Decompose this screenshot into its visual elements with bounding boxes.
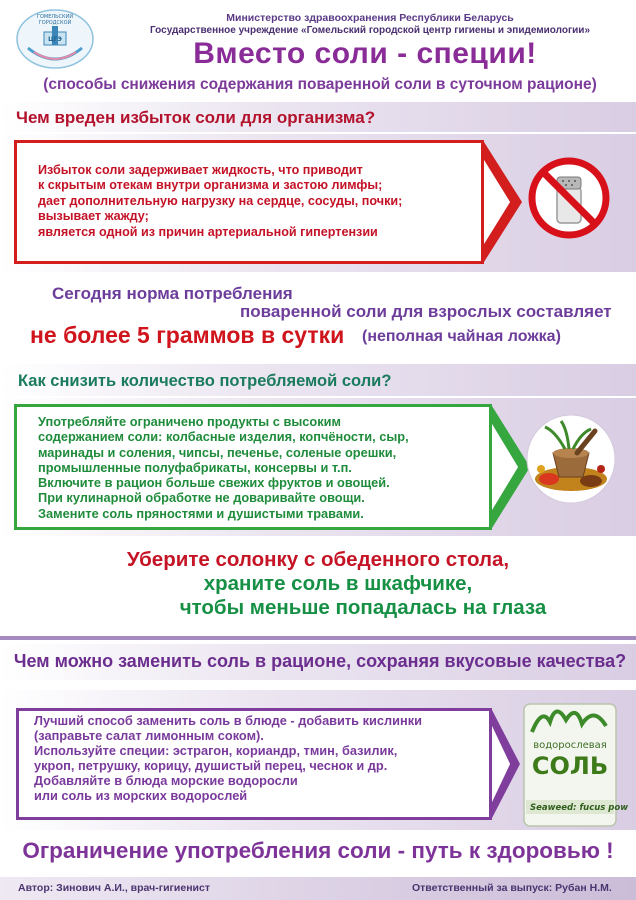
section3-arrow-icon: [492, 708, 522, 820]
section1-text: [38, 163, 478, 240]
institution-name: Государственное учреждение «Гомельский городской центр гигиены и эпидемиологии»: [150, 25, 590, 36]
divider: [0, 636, 636, 640]
section3-line: или соль из морских водорослей: [34, 788, 248, 804]
section2-line: Употребляйте ограничено продукты с высоким: [38, 414, 341, 429]
section1-line: является одной из причин артериальной гипертензии: [38, 224, 378, 239]
section2-line: промышленные полуфабрикаты, консервы и т.п.: [38, 459, 352, 475]
logo-text-3: ЦГЭ: [48, 36, 62, 43]
section3-line: Лучший способ заменить соль в блюде - добавить кислинки: [34, 713, 422, 728]
section1-arrow-icon: [484, 140, 524, 264]
section2-title: Как снизить количество потребляемой соли?: [18, 372, 392, 390]
packet-brand-small: водорослевая: [533, 740, 607, 751]
advice-line-3: чтобы меньше попадалась на глаза: [179, 596, 547, 619]
section2-text: [38, 414, 488, 521]
section1-line: дает дополнительную нагрузку на сердце, сосуды, почки;: [38, 193, 403, 208]
packet-caption: Seaweed: fucus pow: [530, 803, 629, 813]
spices-mortar-icon: [525, 413, 617, 505]
advice-line-1: Уберите солонку с обеденного стола,: [126, 548, 510, 571]
poster-title: Вместо соли - специи!: [193, 37, 537, 70]
section2-line: Включите в рацион больше свежих фруктов и овощей.: [38, 475, 390, 491]
section3-line: (заправьте салат лимонным соком).: [34, 728, 264, 744]
section3-title: Чем можно заменить соль в рационе, сохраняя вкусовые качества?: [13, 651, 627, 671]
section1-line: к скрытым отекам внутри организма и застою лимфы;: [38, 178, 383, 193]
advice-line-2: храните соль в шкафчике,: [203, 572, 473, 595]
packet-brand-big: СОЛЬ: [531, 752, 609, 780]
section3-line: укроп, петрушку, корицу, душистый перец, чеснок и др.: [34, 758, 388, 774]
norm-line-2: поваренной соли для взрослых составляет: [240, 302, 612, 321]
section2-line: Замените соль пряностями и душистыми травами.: [38, 505, 364, 521]
logo-text-2: ГОРОДСКОЙ: [38, 20, 72, 26]
seaweed-salt-packet-image: [522, 702, 629, 828]
section2-line: содержанием соли: колбасные изделия, копчёности, сыр,: [38, 429, 409, 445]
section3-line: Добавляйте в блюда морские водоросли: [34, 773, 298, 789]
poster-subtitle: (способы снижения содержания поваренной соли в суточном рационе): [43, 76, 597, 93]
norm-line-1: Сегодня норма потребления: [52, 284, 293, 303]
section1-title: Чем вреден избыток соли для организма?: [16, 108, 376, 127]
no-salt-shaker-icon: [528, 157, 610, 239]
footer-responsible: Ответственный за выпуск: Рубан Н.М.: [412, 882, 612, 894]
section3-text: [34, 713, 484, 804]
ministry-name: Министерство здравоохранения Республики Беларусь: [226, 12, 514, 24]
norm-note: (неполная чайная ложка): [362, 328, 561, 345]
organization-logo: [14, 8, 96, 70]
section2-line: маринады и соления, чипсы, печенье, соленые орешки,: [38, 444, 397, 460]
footer-author: Автор: Зинович А.И., врач-гигиенист: [18, 882, 210, 894]
section2-line: При кулинарной обработке не доваривайте овощи.: [38, 490, 365, 506]
norm-highlight: не более 5 граммов в сутки: [30, 322, 345, 348]
slogan: Ограничение употребления соли - путь к здоровью !: [22, 838, 614, 863]
section1-line: вызывает жажду;: [38, 209, 149, 224]
logo-text-1: ГОМЕЛЬСКИЙ: [36, 14, 74, 20]
section1-line: Избыток соли задерживает жидкость, что приводит: [38, 163, 363, 177]
section3-line: Используйте специи: эстрагон, кориандр, тмин, базилик,: [34, 743, 398, 759]
